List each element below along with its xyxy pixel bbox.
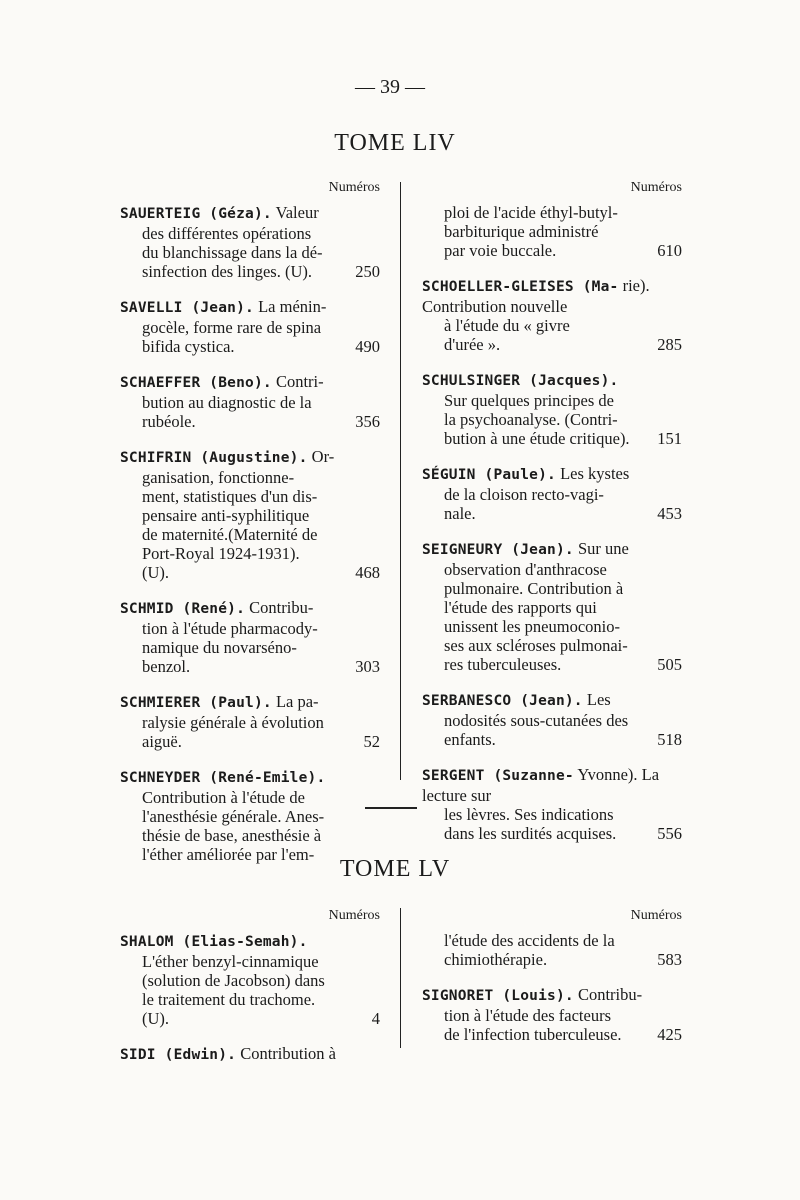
index-entry [120,447,380,582]
index-entry [120,372,380,431]
entry-text-line: Contribu- [249,598,314,617]
entry-text-line: sinfection des linges. (U). [142,262,313,281]
entry-text-line: Port-Royal 1924-1931). [142,544,300,563]
entry-text-line: Valeur [275,203,319,222]
entry-text-line: de l'infection tuberculeuse. [444,1025,622,1044]
entry-text-line: Yvonne). La lecture sur [422,765,660,805]
author-name: SAVELLI (Jean). [120,300,254,316]
index-entry [422,276,682,354]
thesis-number: 583 [657,950,682,969]
entry-text-line: gocèle, forme rare de spina [142,318,322,337]
entry-text-line: les lèvres. Ses indications [444,805,614,824]
entry-text-line: la psychoanalyse. (Contri- [444,410,618,429]
author-name: SCHOELLER-GLEISES (Ma- [422,279,619,295]
index-entry [120,767,380,864]
index-entry [120,1044,380,1065]
thesis-number: 490 [355,337,380,356]
column-header: Numéros [630,908,682,923]
index-entry [120,203,380,281]
entry-text-line: rubéole. [142,412,196,431]
entry-text-line: (solution de Jacobson) dans [142,971,325,990]
entry-text-line: L'éther benzyl-cinnamique [142,952,319,971]
thesis-number: 303 [355,657,380,676]
entry-text-line: l'étude des accidents de la [444,931,615,950]
section-title: TOME LV [339,856,451,882]
thesis-number: 356 [355,412,380,431]
thesis-number: 425 [657,1025,682,1044]
column-left [120,178,380,880]
entry-text-line: d'urée ». [444,335,501,354]
thesis-number: 151 [657,429,682,448]
entry-text-line: pulmonaire. Contribution à [444,579,624,598]
entry-text-line: Les [586,690,611,709]
entry-text-line: Les kystes [560,464,630,483]
author-name: SERBANESCO (Jean). [422,693,583,709]
entry-text-line: nodosités sous-cutanées des [444,711,629,730]
index-entry [422,539,682,674]
entry-text-line: des différentes opérations [142,224,312,243]
entry-text-line: rie). Contribution nouvelle [422,276,650,316]
index-entry [120,692,380,751]
author-name: SCHMID (René). [120,601,246,617]
entry-text-line: enfants. [444,730,496,749]
author-name: SCHIFRIN (Augustine). [120,450,308,466]
thesis-number: 556 [657,824,682,843]
index-entry [422,370,682,448]
entry-text-line: Contribution à l'étude de [142,788,305,807]
thesis-number: 453 [657,504,682,523]
author-name: SHALOM (Elias-Semah). [120,934,308,950]
entry-text-line: La ménin- [258,297,327,316]
entry-text-line: Sur quelques principes de [444,391,615,410]
entry-text-line: observation d'anthracose [444,560,607,579]
entry-text-line: La pa- [275,692,319,711]
author-name: SÉGUIN (Paule). [422,467,556,483]
entry-text-line: res tuberculeuses. [444,655,562,674]
entry-text-line: bifida cystica. [142,337,235,356]
section-title: TOME LIV [334,130,456,156]
entry-text-line: l'anesthésie générale. Anes- [142,807,325,826]
entry-text-line: namique du novarséno- [142,638,297,657]
index-entry [120,931,380,1028]
entry-text-line: de la cloison recto-vagi- [444,485,604,504]
entry-text-line: tion à l'étude pharmacody- [142,619,318,638]
entry-text-line: tion à l'étude des facteurs [444,1006,611,1025]
column-right [410,906,682,1060]
entry-text-line: thésie de base, anesthésie à [142,826,322,845]
column-left [120,906,380,1081]
author-name: SCHAEFFER (Beno). [120,375,272,391]
entry-text-line: bution à une étude critique). [444,429,630,448]
entry-text-line: par voie buccale. [444,241,557,260]
column-header: Numéros [328,908,380,923]
column-header: Numéros [328,180,380,195]
author-name: SEIGNEURY (Jean). [422,542,574,558]
entry-text-line: aiguë. [142,732,182,751]
entry-text-line: Sur une [577,539,629,558]
thesis-number: 52 [363,732,380,751]
index-entry [422,931,682,969]
entry-text-line: de maternité.(Maternité de [142,525,318,544]
entry-text-line: Contri- [275,372,324,391]
entry-text-line: Contribution à [240,1044,337,1063]
thesis-number: 505 [657,655,682,674]
index-entry [422,765,682,843]
author-name: SAUERTEIG (Géza). [120,206,272,222]
thesis-number: 4 [371,1009,380,1028]
author-name: SCHULSINGER (Jacques). [422,373,619,389]
index-entry [120,297,380,356]
entry-text-line: chimiothérapie. [444,950,548,969]
thesis-number: 468 [355,563,380,582]
entry-text-line: ses aux scléroses pulmonai- [444,636,628,655]
index-entry [422,690,682,749]
entry-text-line: Or- [311,447,335,466]
entry-text-line: ganisation, fonctionne- [142,468,295,487]
author-name: SIDI (Edwin). [120,1047,237,1063]
entry-text-line: unissent les pneumoconio- [444,617,620,636]
section-divider [365,807,417,809]
index-entry [422,985,682,1044]
entry-text-line: ploi de l'acide éthyl-butyl- [444,203,618,222]
entry-text-line: barbiturique administré [444,222,599,241]
thesis-number: 250 [355,262,380,281]
entry-text-line: bution au diagnostic de la [142,393,312,412]
entry-text-line: (U). [142,563,170,582]
thesis-number: 518 [657,730,682,749]
entry-text-line: (U). [142,1009,170,1028]
index-entry [120,598,380,676]
thesis-number: 285 [657,335,682,354]
entry-text-line: à l'étude du « givre [444,316,570,335]
entry-text-line: l'étude des rapports qui [444,598,597,617]
author-name: SCHNEYDER (René-Emile). [120,770,326,786]
page-number: — 39 — [355,76,425,98]
entry-text-line: le traitement du trachome. [142,990,316,1009]
entry-text-line: Contribu- [577,985,643,1004]
column-right [410,178,682,859]
author-name: SERGENT (Suzanne- [422,768,574,784]
entry-text-line: pensaire anti-syphilitique [142,506,310,525]
column-divider [400,182,401,780]
entry-text-line: ment, statistiques d'un dis- [142,487,318,506]
entry-text-line: benzol. [142,657,191,676]
entry-text-line: l'éther améliorée par l'em- [142,845,315,864]
thesis-number: 610 [657,241,682,260]
column-header: Numéros [630,180,682,195]
author-name: SIGNORET (Louis). [422,988,574,1004]
entry-text-line: ralysie générale à évolution [142,713,324,732]
entry-text-line: dans les surdités acquises. [444,824,617,843]
column-divider [400,908,401,1048]
index-entry [422,203,682,260]
index-entry [422,464,682,523]
entry-text-line: nale. [444,504,476,523]
entry-text-line: du blanchissage dans la dé- [142,243,323,262]
author-name: SCHMIERER (Paul). [120,695,272,711]
